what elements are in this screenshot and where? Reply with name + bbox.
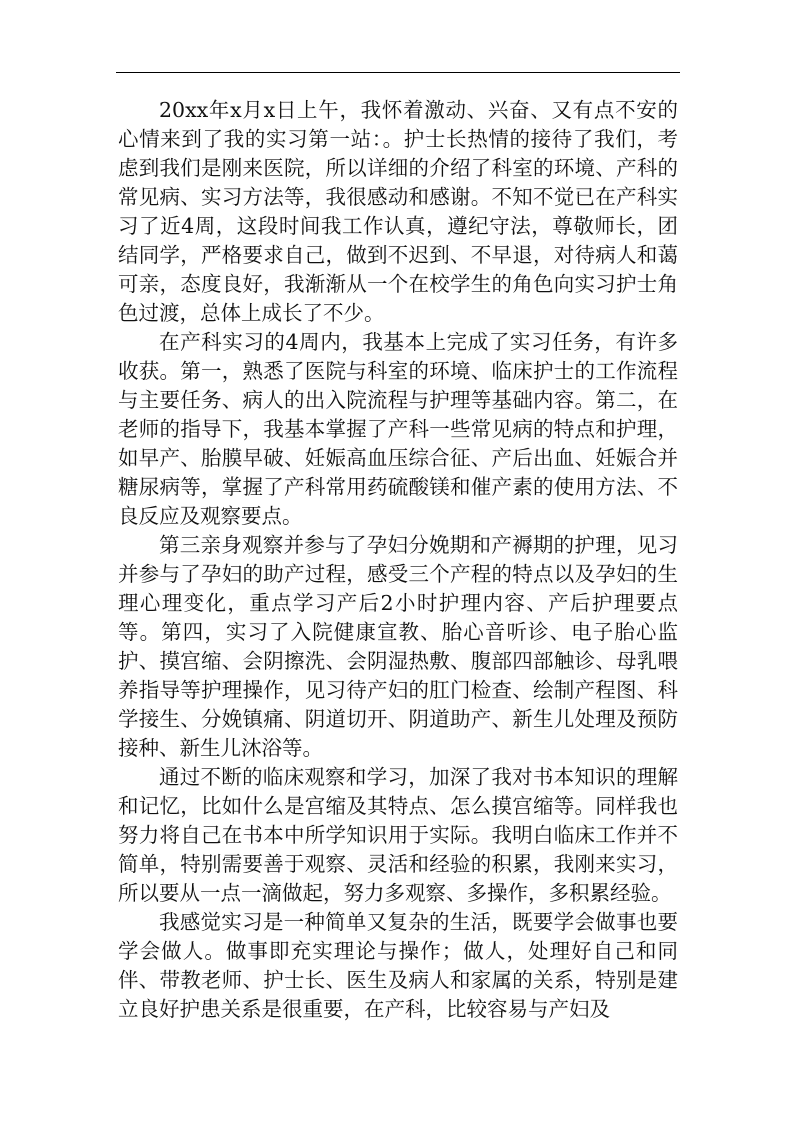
header-rule [116, 72, 680, 73]
paragraph-4: 通过不断的临床观察和学习，加深了我对书本知识的理解和记忆，比如什么是宫缩及其特点、怎么摸宫缩等。同样我也努力将自己在书本中所学知识用于实际。我明白临床工作并不简单，特别需要善于观察、灵活和经验的积累，我刚来实习，所以要从一点一滴做起，努力多观察、多操作，多积累经验。 [118, 765, 678, 905]
paragraph-1: 20xx年x月x日上午，我怀着激动、兴奋、又有点不安的心情来到了我的实习第一站：。护士长热情的接待了我们，考虑到我们是刚来医院，所以详细的介绍了科室的环境、产科的常见病、实习方法等，我很感动和感谢。不知不觉已在产科实习了近4周，这段时间我工作认真，遵纪守法，尊敬师长，团结同学，严格要求自己，做到不迟到、不早退，对待病人和蔼可亲，态度良好，我渐渐从一个在校学生的角色向实习护士角色过渡，总体上成长了不少。 [118, 98, 678, 325]
document-body [118, 96, 678, 1024]
paragraph-5: 我感觉实习是一种简单又复杂的生活，既要学会做事也要学会做人。做事即充实理论与操作；做人，处理好自己和同伴、带教老师、护士长、医生及病人和家属的关系，特别是建立良好护患关系是很重要，在产科，比较容易与产妇及 [118, 910, 678, 1021]
paragraph-2: 在产科实习的4周内，我基本上完成了实习任务，有许多收获。第一，熟悉了医院与科室的环境、临床护士的工作流程与主要任务、病人的出入院流程与护理等基础内容。第二，在老师的指导下，我基本掌握了产科一些常见病的特点和护理，如早产、胎膜早破、妊娠高血压综合征、产后出血、妊娠合并糖尿病等，掌握了产科常用药硫酸镁和催产素的使用方法、不良反应及观察要点。 [118, 330, 678, 528]
paragraph-3: 第三亲身观察并参与了孕妇分娩期和产褥期的护理，见习并参与了孕妇的助产过程，感受三个产程的特点以及孕妇的生理心理变化，重点学习产后2小时护理内容、产后护理要点等。第四，实习了入院健康宣教、胎心音听诊、电子胎心监护、摸宫缩、会阴擦洗、会阴湿热敷、腹部四部触诊、母乳喂养指导等护理操作，见习待产妇的肛门检查、绘制产程图、科学接生、分娩镇痛、阴道切开、阴道助产、新生儿处理及预防接种、新生儿沐浴等。 [118, 533, 678, 760]
